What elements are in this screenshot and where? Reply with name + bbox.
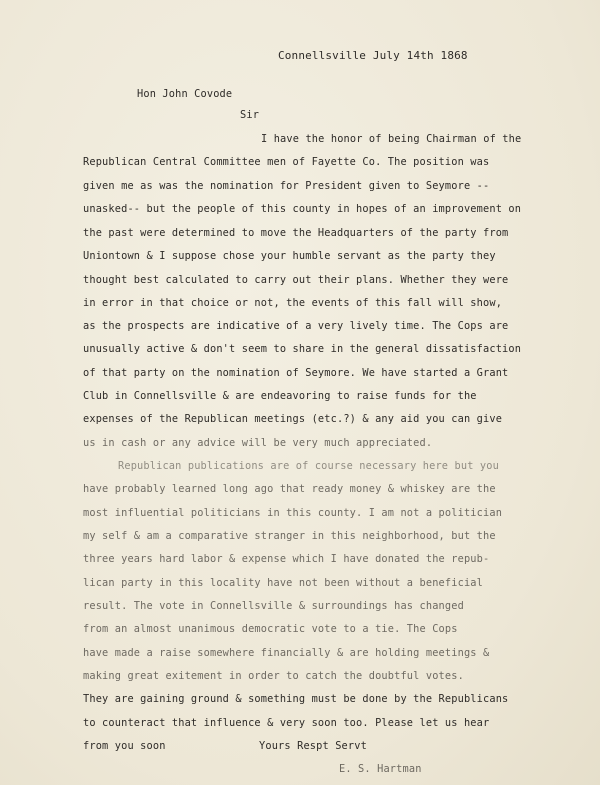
- body-line: unusually active & don't seem to share in the general dissatisfaction: [83, 343, 522, 355]
- body-line: given me as was the nomination for President given to Seymore --: [83, 180, 490, 192]
- body-line: Club in Connellsville & are endeavoring to raise funds for the: [83, 390, 477, 402]
- addressee: Hon John Covode: [137, 88, 233, 100]
- body-line: expenses of the Republican meetings (etc.?) & any aid you can give: [83, 413, 503, 425]
- body-line: Republican publications are of course necessary here but you: [118, 460, 499, 472]
- body-line: as the prospects are indicative of a very lively time. The Cops are: [83, 320, 509, 332]
- body-line: making great exitement in order to catch the doubtful votes.: [83, 670, 464, 682]
- body-line: result. The vote in Connellsville & surroundings has changed: [83, 600, 464, 612]
- body-line: three years hard labor & expense which I have donated the repub-: [83, 553, 490, 565]
- body-line: lican party in this locality have not been without a beneficial: [83, 577, 484, 589]
- body-line: the past were determined to move the Headquarters of the party from: [83, 227, 509, 239]
- body-line: of that party on the nomination of Seymore. We have started a Grant: [83, 367, 509, 379]
- closing-right: Yours Respt Servt: [259, 740, 367, 752]
- signature: E. S. Hartman: [339, 763, 422, 775]
- body-line: from an almost unanimous democratic vote to a tie. The Cops: [83, 623, 458, 635]
- body-line: my self & am a comparative stranger in this neighborhood, but the: [83, 530, 496, 542]
- salutation: Sir: [240, 109, 260, 121]
- body-line: have made a raise somewhere financially & are holding meetings &: [83, 647, 490, 659]
- body-line: us in cash or any advice will be very much appreciated.: [83, 437, 433, 449]
- body-line: They are gaining ground & something must be done by the Republicans: [83, 693, 509, 705]
- body-line: Uniontown & I suppose chose your humble servant as the party they: [83, 250, 496, 262]
- body-line: unasked-- but the people of this county in hopes of an improvement on: [83, 203, 522, 215]
- closing-left: from you soon: [83, 740, 166, 752]
- body-line: have probably learned long ago that ready money & whiskey are the: [83, 483, 496, 495]
- body-line: to counteract that influence & very soon too. Please let us hear: [83, 717, 490, 729]
- body-line: Republican Central Committee men of Fayette Co. The position was: [83, 156, 490, 168]
- body-line: in error in that choice or not, the events of this fall will show,: [83, 297, 503, 309]
- body-line: I have the honor of being Chairman of the: [261, 133, 522, 145]
- body-line: most influential politicians in this county. I am not a politician: [83, 507, 503, 519]
- body-line: thought best calculated to carry out their plans. Whether they were: [83, 274, 509, 286]
- dateline: Connellsville July 14th 1868: [278, 49, 468, 62]
